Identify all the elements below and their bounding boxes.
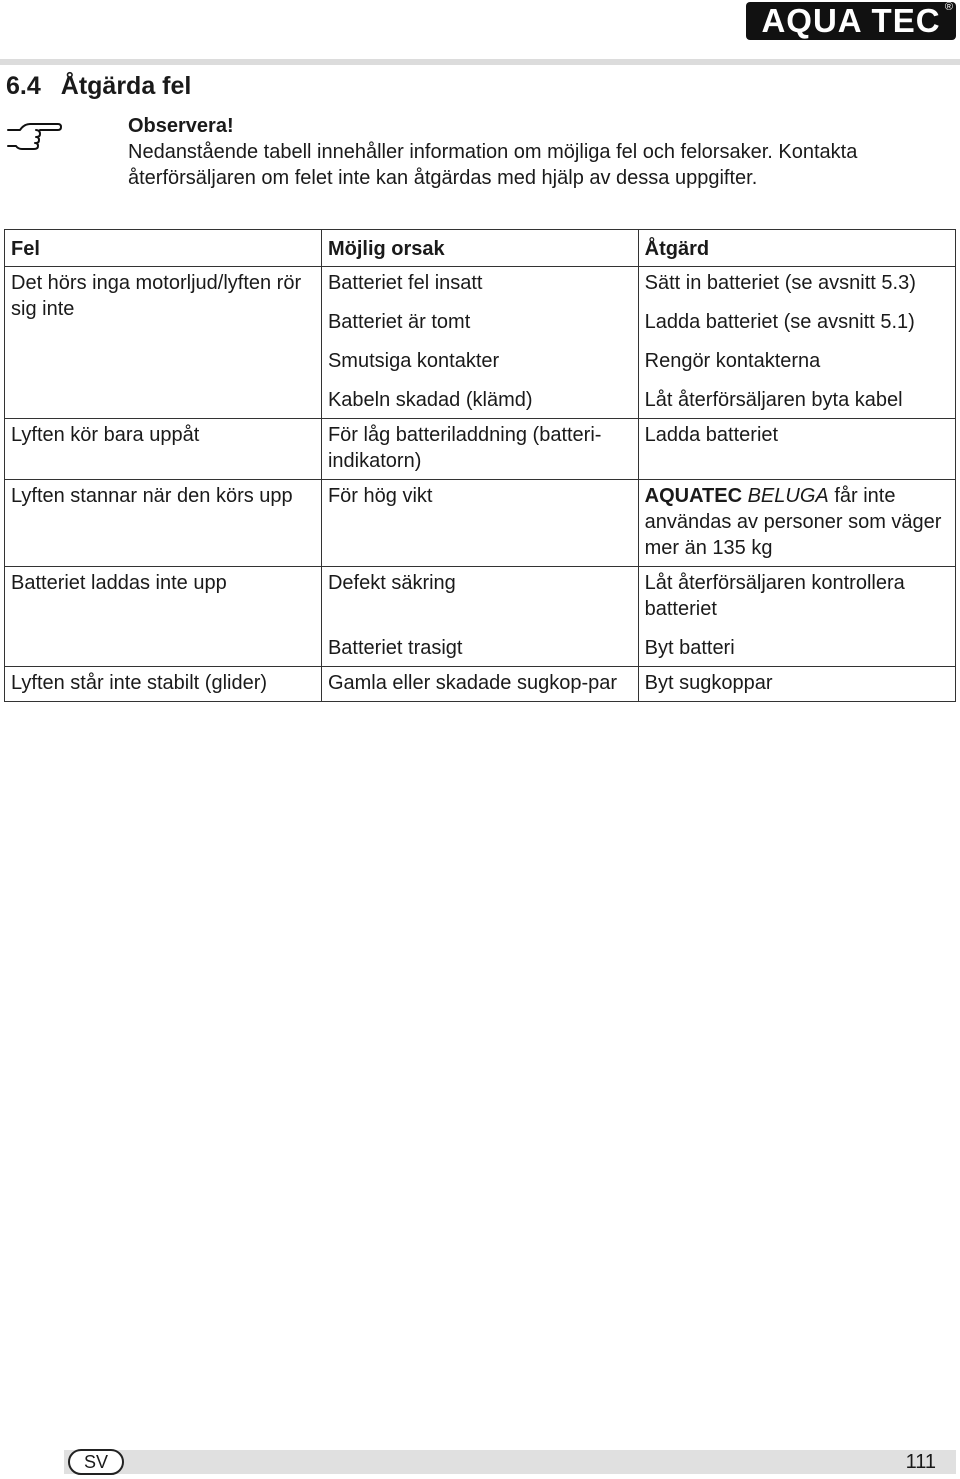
action-cell: Ladda batteriet (se avsnitt 5.1) [644,311,915,333]
footer-bar [64,1450,956,1474]
cause-cell: Gamla eller skadade sugkop-par [327,672,618,694]
action-cell: Ladda batteriet [644,424,779,446]
table-row [5,567,956,667]
fault-cell: Lyften stannar när den körs upp [11,485,293,507]
action-text: får inte användas av personer som väger mer än 135 kg [644,485,942,559]
table-row [5,267,956,419]
action-cell [645,483,949,561]
header-action: Åtgärd [638,230,955,267]
note-text: Nedanstående tabell innehåller information om möjliga fel och felorsaker. Kontakta återförsäljaren om felet inte kan åtgärdas med hjälp av dessa uppgifter. [128,141,858,189]
section-title [6,72,191,101]
pointing-hand-icon [6,118,62,150]
header-rule [0,59,960,65]
note-heading: Observera! [128,115,234,137]
cause-cell: Batteriet fel insatt [327,272,483,294]
fault-cell: Det hörs inga motorljud/lyften rör sig inte [11,272,302,320]
header-fault: Fel [5,230,322,267]
cause-cell: För hög vikt [327,485,433,507]
registered-mark: ® [944,1,954,13]
table-row [5,419,956,480]
page-number: 111 [905,1451,936,1473]
fault-table [4,229,956,702]
fault-cell: Batteriet laddas inte upp [11,572,227,594]
action-cell: Byt sugkoppar [644,672,773,694]
brand-name: AQUATEC [644,485,743,507]
action-cell: Sätt in batteriet (se avsnitt 5.3) [644,272,916,294]
cause-cell: Defekt säkring [327,572,456,594]
fault-cell: Lyften står inte stabilt (glider) [11,672,268,694]
section-number: 6.4 [6,72,41,100]
fault-cell: Lyften kör bara uppåt [11,424,200,446]
table-row [5,667,956,702]
action-cell: Byt batteri [644,637,735,659]
action-cell: Låt återförsäljaren byta kabel [644,389,903,411]
table-header-row [5,230,956,267]
action-cell: Rengör kontakterna [644,350,821,372]
header-cause: Möjlig orsak [321,230,638,267]
cause-cell: Kabeln skadad (klämd) [327,389,533,411]
model-name: BELUGA [747,485,829,507]
cause-cell: Smutsiga kontakter [327,350,500,372]
aquatec-logo [746,2,956,40]
note-block [128,113,948,191]
section-heading: Åtgärda fel [60,72,192,100]
cause-cell: Batteriet trasigt [327,637,463,659]
logo-text: AQUA TEC [761,2,941,39]
cause-cell: Batteriet är tomt [327,311,471,333]
cause-cell: För låg batteriladdning (batteri-indikatorn) [327,424,602,472]
language-badge: SV [68,1449,124,1475]
table-row [5,480,956,567]
action-cell: Låt återförsäljaren kontrollera batteriet [644,572,905,620]
